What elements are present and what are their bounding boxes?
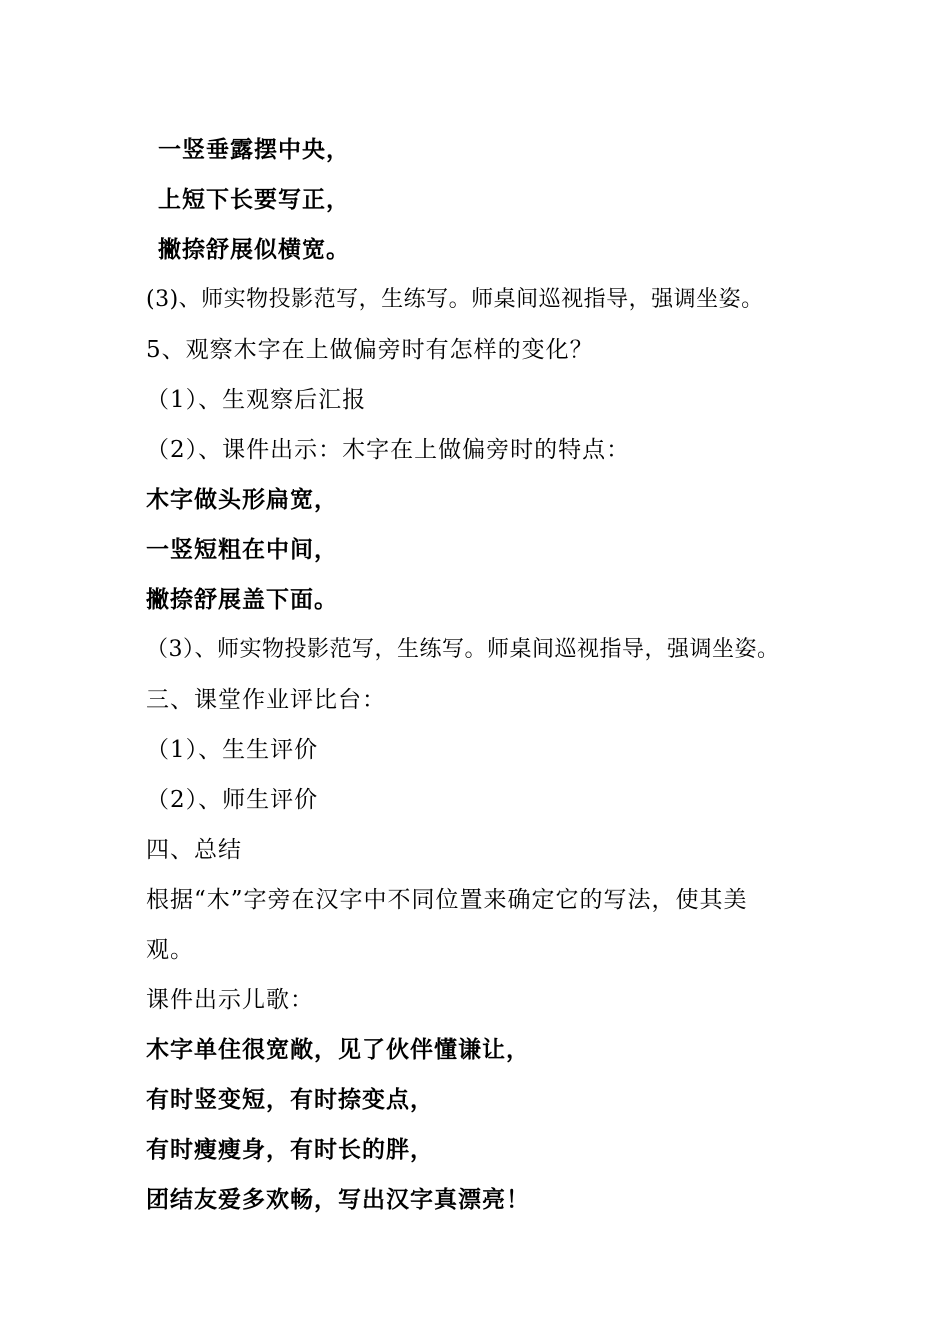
song-intro: 课件出示儿歌： bbox=[146, 987, 314, 1013]
summary-line-1: 根据“木”字旁在汉字中不同位置来确定它的写法，使其美 bbox=[146, 887, 748, 913]
summary-line-2: 观。 bbox=[146, 937, 194, 963]
song-line-4: 团结友爱多欢畅，写出汉字真漂亮！ bbox=[146, 1187, 530, 1213]
poem2-line-2: 一竖短粗在中间， bbox=[146, 537, 338, 563]
eval-2: （2）、师生评价 bbox=[146, 787, 319, 813]
poem2-line-1: 木字做头形扁宽， bbox=[146, 487, 338, 513]
section-5-heading: 5、观察木字在上做偏旁时有怎样的变化？ bbox=[146, 337, 594, 363]
step-1-report: （1）、生观察后汇报 bbox=[146, 387, 367, 413]
poem1-line-3: 撇捺舒展似横宽。 bbox=[158, 237, 350, 263]
section-4-heading: 四、总结 bbox=[146, 837, 242, 863]
step-2-courseware: （2）、课件出示：木字在上做偏旁时的特点： bbox=[146, 437, 631, 463]
poem1-line-1: 一竖垂露摆中央， bbox=[158, 137, 350, 163]
song-line-1: 木字单住很宽敞，见了伙伴懂谦让， bbox=[146, 1037, 530, 1063]
song-line-2: 有时竖变短，有时捺变点， bbox=[146, 1087, 434, 1113]
eval-1: （1）、生生评价 bbox=[146, 737, 319, 763]
section-3-heading: 三、课堂作业评比台： bbox=[146, 687, 386, 713]
step-3-demo: (3)、师实物投影范写，生练写。师桌间巡视指导，强调坐姿。 bbox=[146, 287, 764, 312]
song-line-3: 有时瘦瘦身，有时长的胖， bbox=[146, 1137, 434, 1163]
poem2-line-3: 撇捺舒展盖下面。 bbox=[146, 587, 338, 613]
step-3-demo-2: （3）、师实物投影范写，生练写。师桌间巡视指导，强调坐姿。 bbox=[146, 637, 780, 662]
poem1-line-2: 上短下长要写正， bbox=[158, 187, 350, 213]
